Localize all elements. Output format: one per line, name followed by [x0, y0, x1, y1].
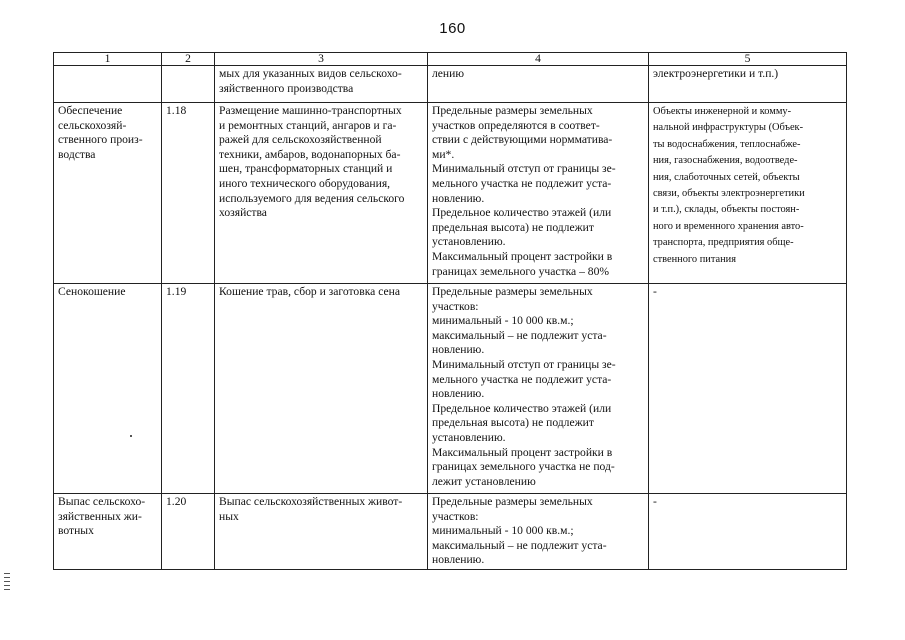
use-type-code: 1.18: [162, 103, 215, 284]
land-use-table: [53, 52, 847, 570]
column-header-3: 3: [215, 53, 428, 66]
table-row: [54, 284, 847, 494]
column-header-5: 5: [649, 53, 847, 66]
use-type-name: Сенокошение: [54, 284, 162, 494]
use-type-code: 1.20: [162, 494, 215, 570]
continuation-restrictions-cell: электроэнергетики и т.п.): [649, 66, 847, 103]
use-type-description: Выпас сельскохозяйственных живот- ных: [215, 494, 428, 570]
table-row: [54, 494, 847, 570]
permitted-objects: -: [649, 284, 847, 494]
continuation-parameters-cell: лению: [428, 66, 649, 103]
use-type-description: Размещение машинно-транспортных и ремонтных станций, ангаров и га- ражей для сельскохозяйственной техники, амбаров, водонапорных ба- шен, трансформаторных станций и иного технического оборудования, используемого для ведения сельского хозяйства: [215, 103, 428, 284]
use-type-description: Кошение трав, сбор и заготовка сена: [215, 284, 428, 494]
continuation-description-cell: мых для указанных видов сельскохо- зяйственного производства: [215, 66, 428, 103]
table-row: [54, 103, 847, 284]
permitted-objects: -: [649, 494, 847, 570]
permitted-objects: Объекты инженерной и комму- нальной инфраструктуры (Объек- ты водоснабжения, теплоснабже- ния, газоснабжения, водоотведе- ния, слаботочных сетей, объекты связи, объекты электроэнергетики и т.п.), склады, объекты постоян- ного и временного хранения авто- транспорта, предприятия обще- ственного питания: [649, 103, 847, 284]
continuation-row: [54, 66, 847, 103]
table-header-row: [54, 53, 847, 66]
column-header-1: 1: [54, 53, 162, 66]
use-type-name: Обеспечение сельскохозяй- ственного произ- водства: [54, 103, 162, 284]
use-type-code: 1.19: [162, 284, 215, 494]
parcel-parameters: Предельные размеры земельных участков: минимальный - 10 000 кв.м.; максимальный – не подлежит уста- новлению. Минимальный отступ от границы зе- мельного участка не подлежит уста- новлению. Предельное количество этажей (или предельная высота) не подлежит установлению. Максимальный процент застройки в границах земельного участка не под- лежит установлению: [428, 284, 649, 494]
continuation-code-cell: [162, 66, 215, 103]
continuation-name-cell: [54, 66, 162, 103]
scan-speck: [130, 435, 132, 437]
column-header-2: 2: [162, 53, 215, 66]
page-number: 160: [439, 20, 466, 37]
use-type-name: Выпас сельскохо- зяйственных жи- вотных: [54, 494, 162, 570]
column-header-4: 4: [428, 53, 649, 66]
parcel-parameters: Предельные размеры земельных участков: минимальный - 10 000 кв.м.; максимальный – не подлежит уста- новлению.: [428, 494, 649, 570]
binding-margin-mark: [4, 573, 10, 591]
parcel-parameters: Предельные размеры земельных участков определяются в соответ- ствии с действующими нормматива- ми*. Минимальный отступ от границы зе- мельного участка не подлежит уста- новлению. Предельное количество этажей (или предельная высота) не подлежит установлению. Максимальный процент застройки в границах земельного участка – 80%: [428, 103, 649, 284]
